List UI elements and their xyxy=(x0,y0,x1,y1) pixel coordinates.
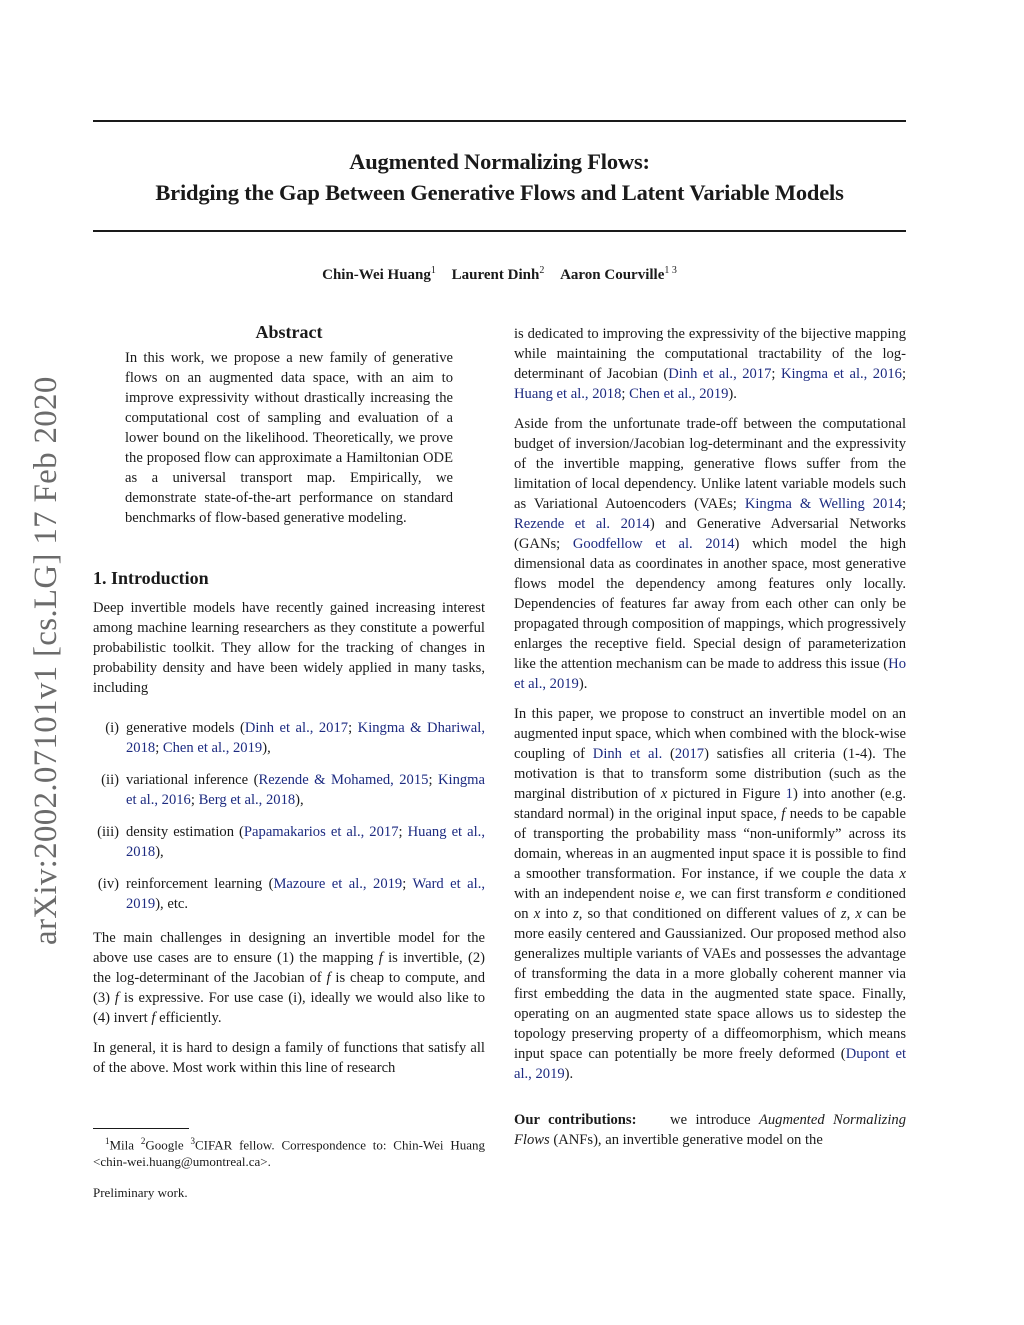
citation-link[interactable]: Chen et al., 2019 xyxy=(162,740,263,756)
citation-link[interactable]: Ward et al., 2019 xyxy=(126,876,485,912)
arxiv-stamp: arXiv:2002.07101v1 [cs.LG] 17 Feb 2020 xyxy=(28,376,64,945)
footnote-affiliations: $^1$Mila $^2$Google $^3$CIFAR fellow. Correspondence to: Chin-Wei Huang <chin-wei.huang@umontreal.ca>. xyxy=(93,1136,485,1170)
figure-link[interactable]: 1 xyxy=(785,786,793,802)
citation-link[interactable]: Dinh et al. xyxy=(592,746,663,762)
citation-link[interactable]: Kingma et al., 2016 xyxy=(780,366,902,382)
author: Aaron Courville$^{1 3}$ xyxy=(560,265,677,283)
citation-link[interactable]: Chen et al., 2019 xyxy=(629,386,729,402)
intro-paragraph-3: In general, it is hard to design a family of functions that satisfy all of the above. Most work within this line of research xyxy=(93,1040,485,1076)
list-item: (iv) reinforcement learning (Mazoure et al., 2019; Ward et al., 2019), etc. xyxy=(97,876,485,912)
citation-link[interactable]: Berg et al., 2018 xyxy=(198,792,296,808)
citation-link[interactable]: Papamakarios et al., 2017 xyxy=(243,824,399,840)
citation-link[interactable]: Huang et al., 2018 xyxy=(126,824,485,860)
citation-link[interactable]: Kingma et al., 2016 xyxy=(126,772,485,808)
intro-paragraph-2: The main challenges in designing an invertible model for the above use cases are to ensure (1) the mapping f is invertible, (2) the log-determinant of the Jacobian of f is cheap to compute, and (3) f is expressive. For use case (i), ideally we would also like to (4) invert f efficiently. xyxy=(93,930,486,1026)
intro-paragraph-1: Deep invertible models have recently gained increasing interest among machine learning researchers as they constitute a powerful probabilistic toolkit. They allow for the tracking of changes in probability density and have been widely applied in many tasks, including xyxy=(93,600,485,696)
abstract-heading: Abstract xyxy=(255,322,323,342)
citation-link[interactable]: Rezende & Mohamed, 2015 xyxy=(258,772,429,788)
citation-link[interactable]: Huang et al., 2018 xyxy=(514,386,622,402)
abstract-text: In this work, we propose a new family of generative flows on an augmented data space, with an aim to improve expressivity without drastically increasing the computational cost of sampling and evaluation of a lower bound on the likelihood. Theoretically, we prove the proposed flow can approximate a Hamiltonian ODE as a universal transport map. Empirically, we demonstrate state-of-the-art performance on standard benchmarks of flow-based generative modeling. xyxy=(125,350,453,526)
list-item: (i) generative models (Dinh et al., 2017; Kingma & Dhariwal, 2018; Chen et al., 2019), xyxy=(105,720,485,756)
top-rule xyxy=(93,120,906,122)
paper-title xyxy=(93,146,906,208)
right-paragraph-3: In this paper, we propose to construct an invertible model on an augmented input space, which when combined with the block-wise coupling of Dinh et al. (2017) satisfies all criteria (1-4). The motivation is that to transform some distribution (such as the marginal distribution of x pictured in Figure 1) into another (e.g. standard normal) in the original input space, f needs to be capable of transporting the probability mass “non-uniformly” across its domain, whereas in an augmented input space it is possible to find a smoother transformation. For instance, if we couple the data x with an independent noise e, we can first transform e conditioned on x into z, so that conditioned on different values of z, x can be more easily centered and Gaussianized. Our proposed method also generalizes multiple variants of VAEs and possesses the advantage of transforming the data in a more globally coherent manner via first embedding the data in the augmented state space. Finally, operating on an augmented state space allows us to sidestep the topology preserving property of a diffeomorphism, which means input space can potentially be more freely deformed (Dupont et al., 2019). xyxy=(514,706,907,1082)
right-paragraph-1: is dedicated to improving the expressivity of the bijective mapping while maintaining the computational tractability of the log-determinant of Jacobian (Dinh et al., 2017; Kingma et al., 2016; Huang et al., 2018; Chen et al., 2019). xyxy=(514,326,907,402)
author-list xyxy=(93,265,906,284)
author: Laurent Dinh$^2$ xyxy=(451,265,545,283)
citation-link[interactable]: Ho et al., 2019 xyxy=(514,656,906,692)
list-item: (iii) density estimation (Papamakarios et al., 2017; Huang et al., 2018), xyxy=(97,824,485,860)
list-item: (ii) variational inference (Rezende & Mohamed, 2015; Kingma et al., 2016; Berg et al., 2018), xyxy=(101,772,485,808)
footnote-rule xyxy=(93,1128,189,1129)
citation-link[interactable]: Mazoure et al., 2019 xyxy=(273,876,403,892)
citation-link[interactable]: Dinh et al., 2017 xyxy=(244,720,349,736)
left-column xyxy=(93,322,485,1078)
citation-link[interactable]: Rezende et al. 2014 xyxy=(514,516,650,532)
contributions-label: Our contributions: xyxy=(514,1112,637,1128)
section-heading-introduction: 1. Introduction xyxy=(93,568,209,588)
right-column xyxy=(514,324,906,1150)
citation-link[interactable]: Kingma & Welling 2014 xyxy=(744,496,902,512)
citation-link[interactable]: Kingma & Dhariwal, 2018 xyxy=(126,720,485,756)
bottom-rule xyxy=(93,230,906,232)
citation-link[interactable]: Goodfellow et al. 2014 xyxy=(572,536,735,552)
right-paragraph-2: Aside from the unfortunate trade-off between the computational budget of inversion/Jacobian log-determinant and the expressivity of the invertible mapping, generative flows suffer from the limitation of local dependency. Unlike latent variable models such as Variational Autoencoders (VAEs; Kingma & Welling 2014; Rezende et al. 2014) and Generative Adversarial Networks (GANs; Goodfellow et al. 2014) which model the high dimensional data as coordinates in another space, most generative flows model the dependency among features only locally. Dependencies of features far away from each other can only be propagated through composition of mappings, which progressively enlarges the receptive field. Special design of parameterization like the attention mechanism can be made to address this issue (Ho et al., 2019). xyxy=(514,416,906,692)
applications-list xyxy=(93,718,485,914)
footnote-note: Preliminary work. xyxy=(93,1185,188,1201)
contributions-paragraph: Our contributions: we introduce Augmented Normalizing Flows (ANFs), an invertible generative model on the xyxy=(514,1112,906,1148)
footnote xyxy=(93,1128,485,1201)
citation-link[interactable]: Dupont et al., 2019 xyxy=(514,1046,907,1082)
citation-link[interactable]: Dinh et al., 2017 xyxy=(668,366,772,382)
title-line-1: Augmented Normalizing Flows: xyxy=(349,149,650,174)
citation-link[interactable]: 2017 xyxy=(674,746,705,762)
title-line-2: Bridging the Gap Between Generative Flows and Latent Variable Models xyxy=(155,180,844,205)
author: Chin-Wei Huang$^1$ xyxy=(322,265,436,283)
